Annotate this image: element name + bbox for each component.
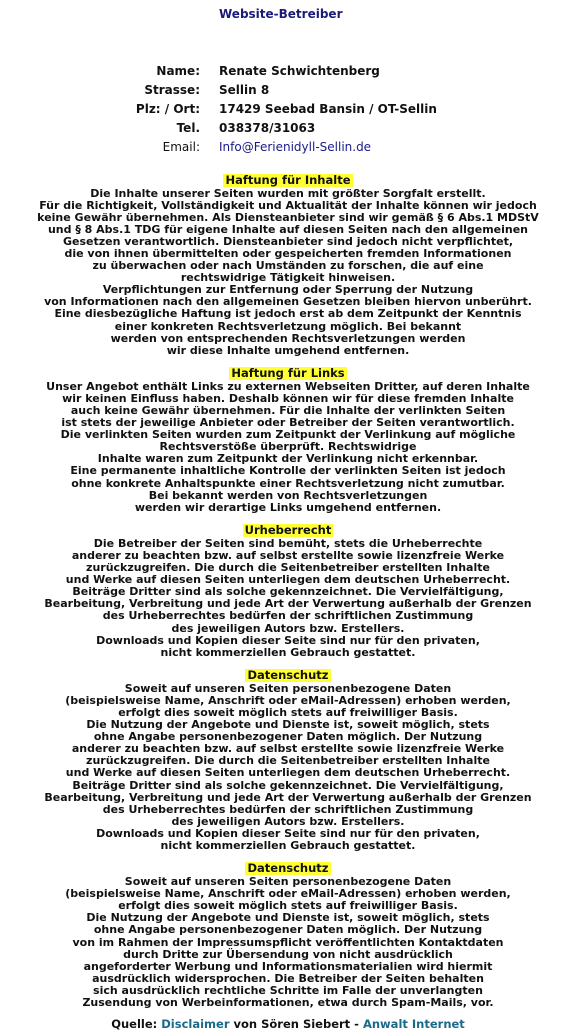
paragraph-line: durch Dritte zur Übersendung von nicht ausdrücklich xyxy=(123,947,453,961)
name-value: Renate Schwichtenberg xyxy=(219,64,380,78)
paragraph-line: Die Nutzung der Angebote und Dienste ist, soweit möglich, stets xyxy=(86,911,490,925)
paragraph-line: des jeweiligen Autors bzw. Erstellers. xyxy=(171,621,405,635)
page-title: Website-Betreiber xyxy=(219,7,343,21)
paragraph-line: ausdrücklich widersprochen. Die Betreiber der Seiten behalten xyxy=(92,971,484,985)
source-line xyxy=(0,1017,576,1031)
paragraph-line: erfolgt dies soweit möglich stets auf freiwilliger Basis. xyxy=(118,899,458,913)
paragraph-line: Gesetzen verantwortlich. Diensteanbieter sind jedoch nicht verpflichtet, xyxy=(62,235,514,249)
anwalt-internet-link[interactable]: Anwalt Internet xyxy=(362,1017,465,1031)
paragraph-line: einer konkreten Rechtsverletzung möglich. Bei bekannt xyxy=(114,319,462,333)
paragraph-line: wir diese Inhalte umgehend entfernen. xyxy=(166,343,410,357)
paragraph-line: Beiträge Dritter sind als solche gekennzeichnet. Die Vervielfältigung, xyxy=(72,778,504,792)
contact-row-email xyxy=(0,140,576,159)
city-value: 17429 Seebad Bansin / OT-Sellin xyxy=(219,102,437,116)
header-block xyxy=(219,7,469,41)
paragraph-line: des jeweiligen Autors bzw. Erstellers. xyxy=(171,814,405,828)
paragraph-line: und § 8 Abs.1 TDG für eigene Inhalte auf diesen Seiten nach den allgemeinen xyxy=(47,223,529,237)
source-prefix: Quelle: xyxy=(111,1017,158,1031)
section-heading: Haftung für Inhalte xyxy=(225,173,351,187)
paragraph-line: Für die Richtigkeit, Vollständigkeit und Aktualität der Inhalte können wir jedoch xyxy=(39,199,537,213)
disclaimer-link[interactable]: Disclaimer xyxy=(161,1017,230,1031)
paragraph-line: anderer zu beachten bzw. auf selbst erstellte sowie lizenzfreie Werke xyxy=(71,742,505,756)
paragraph-line: Rechtsverstöße überprüft. Rechtswidrige xyxy=(159,440,417,454)
paragraph-line: Eine permanente inhaltliche Kontrolle der verlinkten Seiten ist jedoch xyxy=(70,464,506,478)
paragraph-line: ist stets der jeweilige Anbieter oder Betreiber der Seiten verantwortlich. xyxy=(61,416,515,430)
section-heading: Datenschutz xyxy=(247,861,329,876)
paragraph-line: ohne Angabe personenbezogener Daten möglich. Der Nutzung xyxy=(93,923,483,937)
section-0 xyxy=(0,174,576,357)
section-heading: Datenschutz xyxy=(247,668,329,683)
paragraph-line: (beispielsweise Name, Anschrift oder eMail-Adressen) erhoben werden, xyxy=(65,694,511,708)
paragraph-line: und Werke auf diesen Seiten unterliegen dem deutschen Urheberrecht. xyxy=(65,573,511,587)
paragraph-line: des Urheberrechtes bedürfen der schriftlichen Zustimmung xyxy=(102,609,474,623)
paragraph-line: zu überwachen oder nach Umständen zu forschen, die auf eine xyxy=(92,259,484,273)
paragraph-line: ohne konkrete Anhaltspunkte einer Rechtsverletzung nicht zumutbar. xyxy=(71,476,505,490)
paragraph-line: zurückzugreifen. Die durch die Seitenbetreiber erstellten Inhalte xyxy=(86,754,490,768)
paragraph-line: ohne Angabe personenbezogener Daten möglich. Der Nutzung xyxy=(93,730,483,744)
paragraph-line: erfolgt dies soweit möglich stets auf freiwilliger Basis. xyxy=(118,706,458,720)
paragraph-line: Soweit auf unseren Seiten personenbezogene Daten xyxy=(124,875,452,889)
paragraph-line: Downloads und Kopien dieser Seite sind nur für den privaten, xyxy=(96,633,480,647)
contact-table xyxy=(0,64,576,159)
paragraph-line: Unser Angebot enthält Links zu externen Webseiten Dritter, auf deren Inhalte xyxy=(46,380,530,394)
paragraph-line: Downloads und Kopien dieser Seite sind nur für den privaten, xyxy=(96,826,480,840)
section-4 xyxy=(0,862,576,1009)
paragraph-line: Die Betreiber der Seiten sind bemüht, stets die Urheberrechte xyxy=(93,537,483,551)
name-label: Name: xyxy=(156,64,200,78)
paragraph-line: nicht kommerziellen Gebrauch gestattet. xyxy=(160,838,416,852)
paragraph-line: Inhalte waren zum Zeitpunkt der Verlinkung nicht erkennbar. xyxy=(97,452,479,466)
source-middle: von Sören Siebert - xyxy=(233,1017,359,1031)
paragraph-line: werden wir derartige Links umgehend entfernen. xyxy=(134,500,442,514)
paragraph-line: Die verlinkten Seiten wurden zum Zeitpunkt der Verlinkung auf mögliche xyxy=(60,428,516,442)
paragraph-line: Die Inhalte unserer Seiten wurden mit größter Sorgfalt erstellt. xyxy=(90,187,486,200)
contact-row-name xyxy=(0,64,576,83)
paragraph-line: zurückzugreifen. Die durch die Seitenbetreiber erstellten Inhalte xyxy=(86,561,490,575)
paragraph-line: nicht kommerziellen Gebrauch gestattet. xyxy=(160,645,416,659)
paragraph-line: Eine diesbezügliche Haftung ist jedoch erst ab dem Zeitpunkt der Kenntnis xyxy=(54,307,522,321)
paragraph-line: die von ihnen übermittelten oder gespeicherten fremden Informationen xyxy=(64,247,512,261)
city-label: Plz: / Ort: xyxy=(135,102,200,116)
phone-value: 038378/31063 xyxy=(219,121,316,135)
paragraph-line: rechtswidrige Tätigkeit hinweisen. xyxy=(180,271,396,285)
paragraph-line: Bearbeitung, Verbreitung und jede Art der Verwertung außerhalb der Grenzen xyxy=(44,790,532,804)
contact-row-phone xyxy=(0,121,576,140)
paragraph-line: Zusendung von Werbeinformationen, etwa durch Spam-Mails, vor. xyxy=(82,995,494,1009)
paragraph-line: auch keine Gewähr übernehmen. Für die Inhalte der verlinkten Seiten xyxy=(70,404,506,418)
paragraph-line: (beispielsweise Name, Anschrift oder eMail-Adressen) erhoben werden, xyxy=(65,887,511,901)
page-subtitle: Verantwortlich für Aufbau und Inhalt xyxy=(219,27,469,41)
paragraph-line: angeforderter Werbung und Informationsmaterialien wird hiermit xyxy=(83,959,493,973)
paragraph-line: keine Gewähr übernehmen. Als Diensteanbieter sind wir gemäß § 6 Abs.1 MDStV xyxy=(37,211,539,225)
email-label: Email: xyxy=(162,140,200,154)
email-link[interactable]: Info@Ferienidyll-Sellin.de xyxy=(219,140,372,154)
section-2 xyxy=(0,524,576,658)
paragraph-line: anderer zu beachten bzw. auf selbst erstellte sowie lizenzfreie Werke xyxy=(71,549,505,563)
paragraph-line: Die Nutzung der Angebote und Dienste ist, soweit möglich, stets xyxy=(86,718,490,732)
paragraph-line: Bei bekannt werden von Rechtsverletzungen xyxy=(148,488,428,502)
section-heading: Haftung für Links xyxy=(231,366,345,381)
paragraph-line: werden von entsprechenden Rechtsverletzungen werden xyxy=(110,331,466,345)
paragraph-line: und Werke auf diesen Seiten unterliegen dem deutschen Urheberrecht. xyxy=(65,766,511,780)
paragraph-line: Bearbeitung, Verbreitung und jede Art der Verwertung außerhalb der Grenzen xyxy=(44,597,532,611)
section-heading: Urheberrecht xyxy=(244,523,332,538)
section-3 xyxy=(0,669,576,852)
paragraph-line: Soweit auf unseren Seiten personenbezogene Daten xyxy=(124,682,452,696)
contact-row-street xyxy=(0,83,576,102)
paragraph-line: von im Rahmen der Impressumspflicht veröffentlichten Kontaktdaten xyxy=(72,935,504,949)
paragraph-line: des Urheberrechtes bedürfen der schriftlichen Zustimmung xyxy=(102,802,474,816)
street-value: Sellin 8 xyxy=(219,83,270,97)
phone-label: Tel. xyxy=(176,121,200,135)
street-label: Strasse: xyxy=(144,83,200,97)
paragraph-line: von Informationen nach den allgemeinen Gesetzen bleiben hiervon unberührt. xyxy=(44,295,532,309)
legal-content xyxy=(0,174,576,1009)
paragraph-line: Verpflichtungen zur Entfernung oder Sperrung der Nutzung xyxy=(102,283,474,297)
paragraph-line: sich ausdrücklich rechtliche Schritte im Falle der unverlangten xyxy=(93,983,483,997)
paragraph-line: wir keinen Einfluss haben. Deshalb können wir für diese fremden Inhalte xyxy=(62,392,514,406)
contact-row-city xyxy=(0,102,576,121)
section-1 xyxy=(0,367,576,514)
paragraph-line: Beiträge Dritter sind als solche gekennzeichnet. Die Vervielfältigung, xyxy=(72,585,504,599)
